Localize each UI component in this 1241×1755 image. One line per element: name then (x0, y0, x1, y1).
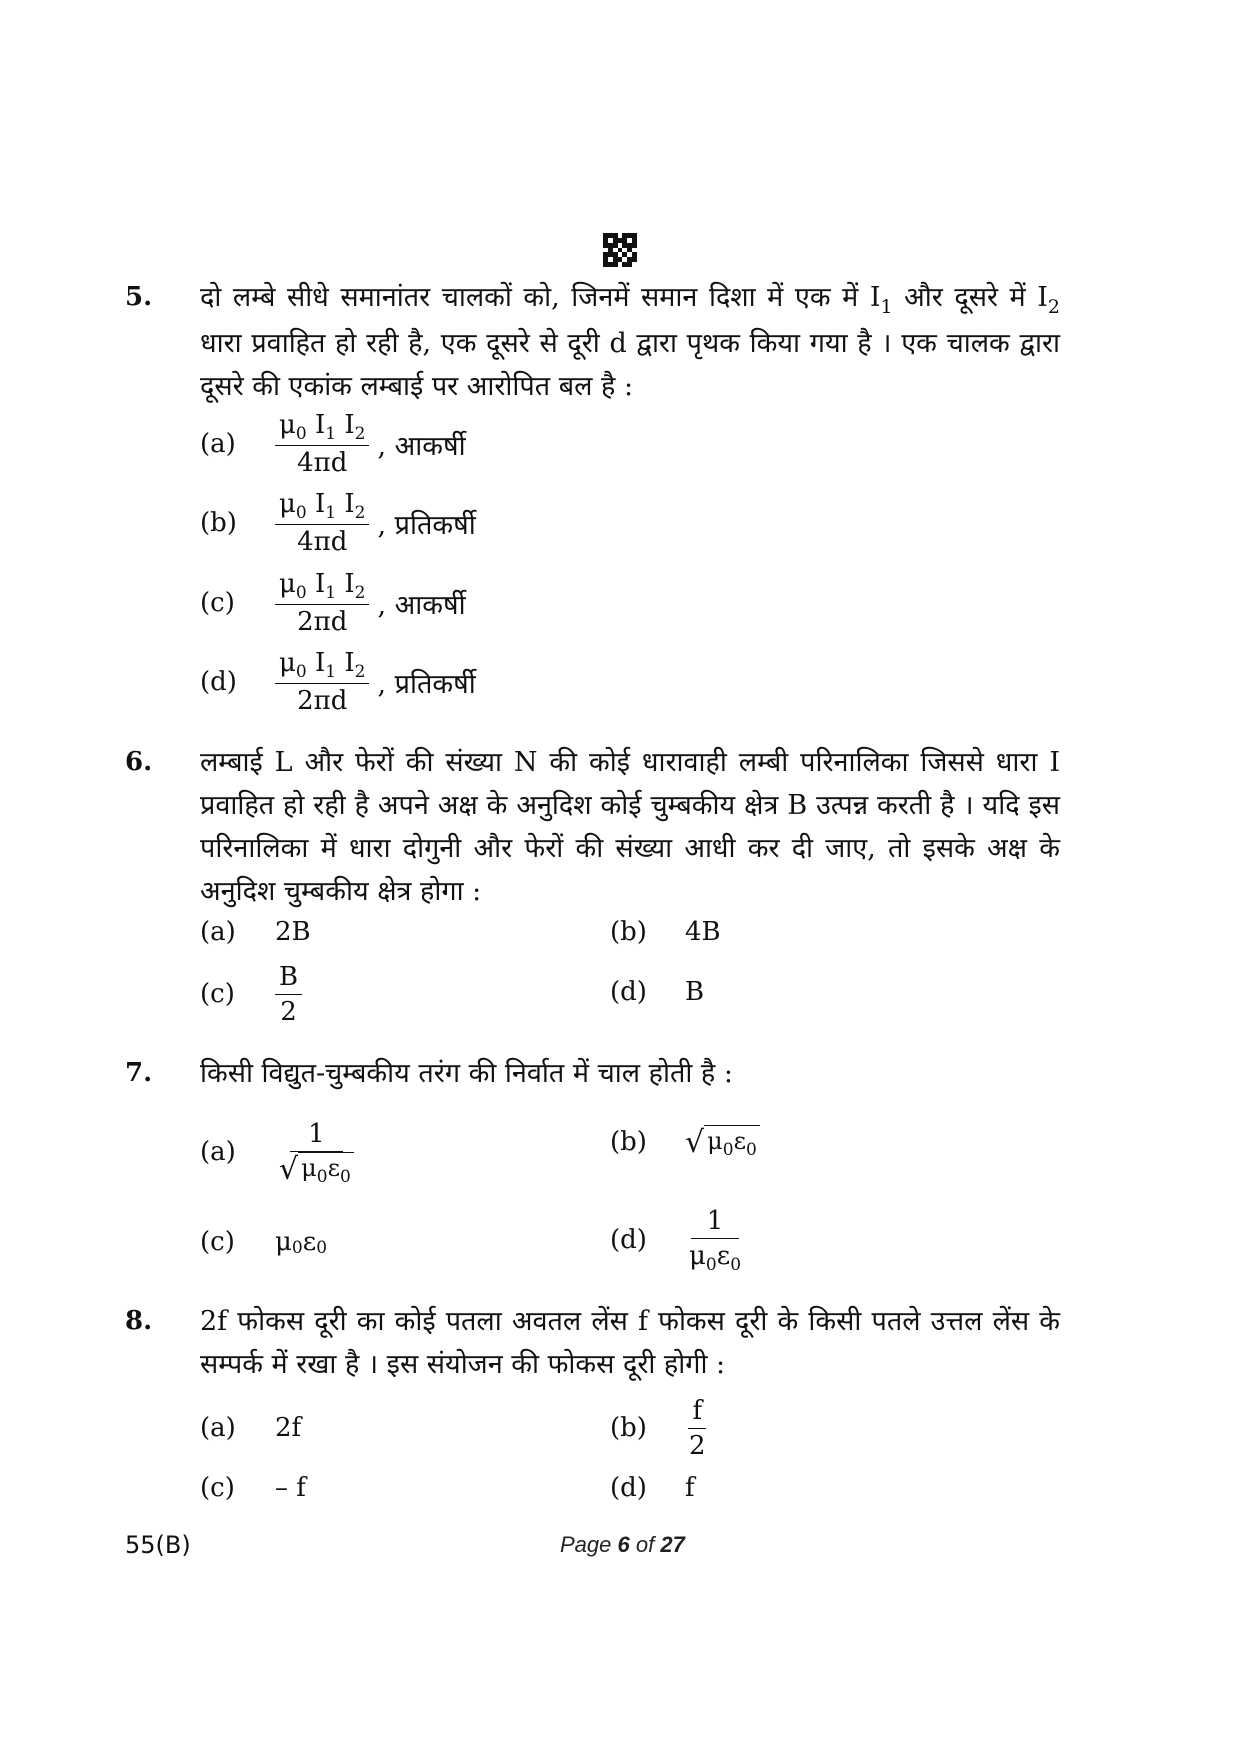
option-8c[interactable]: (c) – f (200, 1473, 306, 1503)
fraction: $\frac{\mu_0 I_1 I_2}{2\pi d}$ (275, 646, 369, 718)
question-text: दो लम्बे सीधे समानांतर चालकों को, जिनमें समान दिशा में एक में $I_1$ और दूसरे में $I_2$ धारा प्रवाहित हो रही है, एक दूसरे से दूरी d द्वारा पृथक किया गया है । एक चालक द्वारा दूसरे की एकांक लम्बाई पर आरोपित बल है : (200, 282, 1061, 402)
option-6a[interactable]: (a) 2B (200, 917, 311, 947)
fraction: 1 √ $\mu_0\varepsilon_0$ (275, 1117, 358, 1188)
option-5d[interactable]: (d) $\frac{\mu_0 I_1 I_2}{2\pi d}$ , प्रतिकर्षी (200, 648, 476, 716)
question-text: 2f फोकस दूरी का कोई पतला अवतल लेंस f फोकस दूरी के किसी पतले उत्तल लेंस के सम्पर्क में रखा है । इस संयोजन की फोकस दूरी होगी : (200, 1306, 1060, 1380)
fraction: $\frac{\mu_0 I_1 I_2}{4\pi d}$ (275, 408, 369, 480)
question-number: 5. (125, 282, 153, 312)
qr-code-icon (603, 233, 637, 267)
question-7 (125, 1052, 1060, 1095)
question-number: 8. (125, 1306, 153, 1336)
fraction: $\frac{\mu_0 I_1 I_2}{2\pi d}$ (275, 567, 369, 639)
page-number: Page 6 of 27 (560, 1532, 685, 1557)
paper-code: 55(B) (125, 1531, 191, 1559)
square-root: √ $\mu_0\varepsilon_0$ (279, 1152, 354, 1186)
option-6c[interactable]: (c) $\frac{B}{2}$ (200, 959, 302, 1029)
question-number: 6. (125, 747, 153, 777)
question-text: किसी विद्युत-चुम्बकीय तरंग की निर्वात में चाल होती है : (200, 1058, 733, 1089)
option-8d[interactable]: (d) f (610, 1473, 695, 1503)
option-8a[interactable]: (a) 2f (200, 1413, 302, 1443)
option-7d[interactable]: (d) $\frac{1}{\mu_0\varepsilon_0}$ (610, 1200, 745, 1280)
option-5b[interactable]: (b) $\frac{\mu_0 I_1 I_2}{4\pi d}$ , प्रतिकर्षी (200, 489, 476, 557)
square-root: √ $\mu_0\varepsilon_0$ (685, 1125, 760, 1159)
question-number: 7. (125, 1058, 153, 1088)
fraction: $\frac{1}{\mu_0\varepsilon_0}$ (689, 1206, 742, 1275)
option-7b[interactable]: (b) √ $\mu_0\varepsilon_0$ (610, 1112, 760, 1172)
option-5c[interactable]: (c) $\frac{\mu_0 I_1 I_2}{2\pi d}$ , आकर्षी (200, 569, 466, 637)
option-7a[interactable]: (a) 1 √ $\mu_0\varepsilon_0$ (200, 1112, 358, 1192)
question-8 (125, 1300, 1060, 1386)
question-6 (125, 741, 1060, 913)
option-6b[interactable]: (b) 4B (610, 917, 721, 947)
option-5a[interactable]: (a) $\frac{\mu_0 I_1 I_2}{4\pi d}$ , आकर्षी (200, 410, 466, 478)
option-8b[interactable]: (b) $\frac{f}{2}$ (610, 1392, 710, 1464)
question-5 (125, 276, 1060, 408)
option-6d[interactable]: (d) B (610, 977, 705, 1007)
fraction: $\frac{f}{2}$ (689, 1395, 706, 1461)
question-text: लम्बाई L और फेरों की संख्या N की कोई धारावाही लम्बी परिनालिका जिससे धारा I प्रवाहित हो रही है अपने अक्ष के अनुदिश कोई चुम्बकीय क्षेत्र B उत्पन्न करती है । यदि इस परिनालिका में धारा दोगुनी और फेरों की संख्या आधी कर दी जाए, तो इसके अक्ष के अनुदिश चुम्बकीय क्षेत्र होगा : (200, 747, 1060, 907)
fraction: $\frac{B}{2}$ (275, 960, 302, 1029)
fraction: $\frac{\mu_0 I_1 I_2}{4\pi d}$ (275, 487, 369, 559)
option-7c[interactable]: (c) μ 0 ε 0 (200, 1227, 328, 1258)
